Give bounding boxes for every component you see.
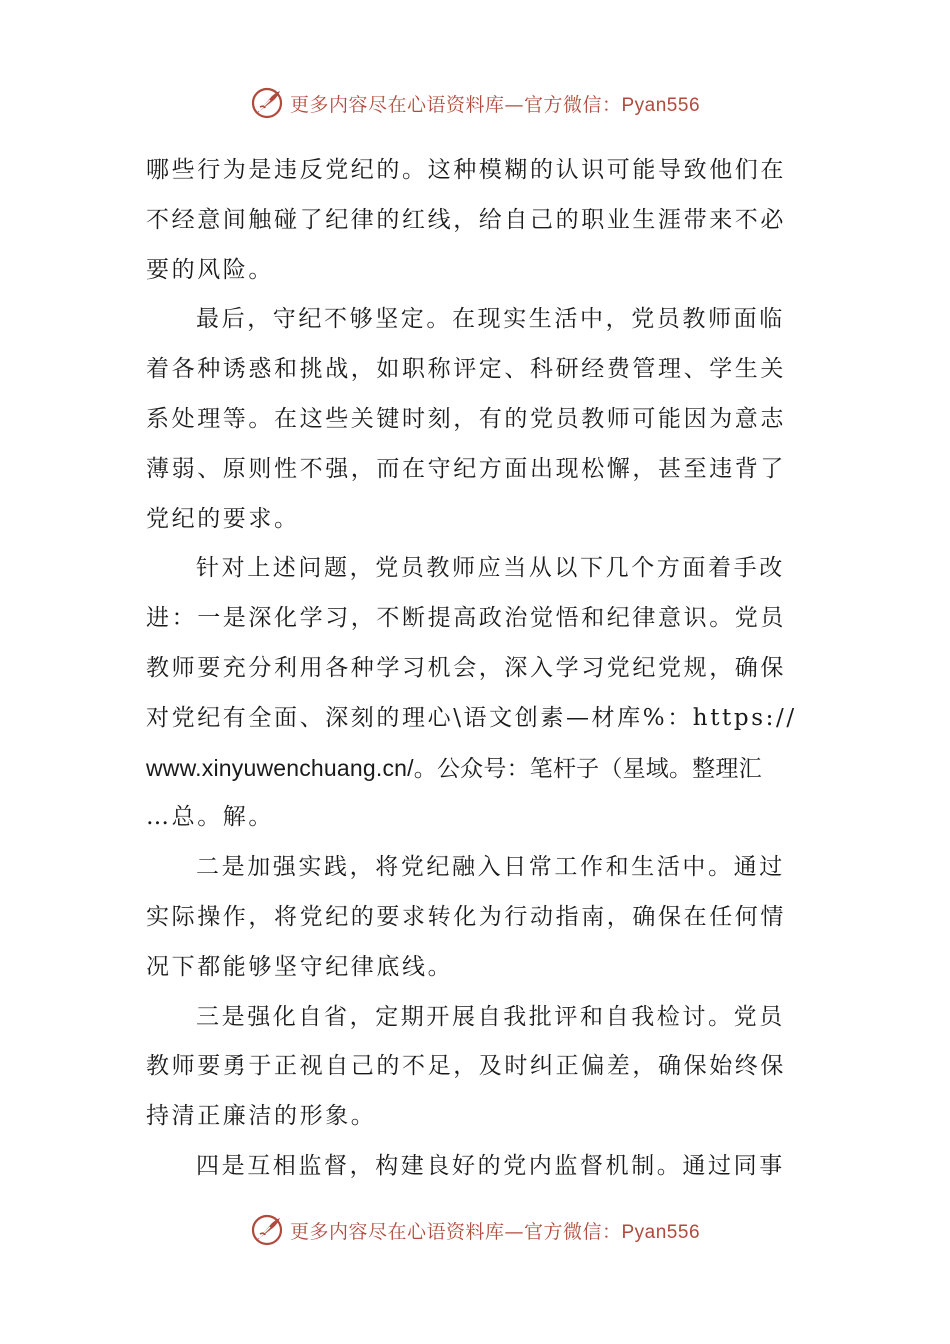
body-line: 持清正廉洁的形象。 (146, 1103, 377, 1130)
footer-banner-wechat-id: Pyan556 (621, 1221, 701, 1243)
body-line: 教师要勇于正视自己的不足，及时纠正偏差，确保始终保 (146, 1053, 786, 1080)
header-banner-content (250, 86, 700, 120)
footer-banner-content (250, 1213, 700, 1247)
body-line: 实际操作，将党纪的要求转化为行动指南，确保在任何情 (146, 903, 786, 930)
body-line: 况下都能够坚守纪律底线。 (146, 953, 454, 980)
quill-pen-logo-icon (250, 86, 284, 120)
body-line: 最后，守纪不够坚定。在现实生活中，党员教师面临 (196, 306, 785, 333)
header-banner-text (290, 90, 700, 117)
body-line: 进：一是深化学习，不断提高政治觉悟和纪律意识。党员 (146, 605, 786, 632)
body-line: 系处理等。在这些关键时刻，有的党员教师可能因为意志 (146, 405, 786, 432)
footer-banner-text (290, 1217, 700, 1244)
body-line-watermark: 对党纪有全面、深刻的理心\语文创素—材库%：https:// (146, 704, 797, 731)
body-line: 党纪的要求。 (146, 505, 300, 532)
body-line: 哪些行为是违反党纪的。这种模糊的认识可能导致他们在 (146, 157, 786, 183)
body-line: 三是强化自省，定期开展自我批评和自我检讨。党员 (196, 1003, 785, 1030)
footer-banner-text-cn: 更多内容尽在心语资料库—官方微信： (289, 1220, 622, 1243)
body-line: 四是互相监督，构建良好的党内监督机制。通过同事 (196, 1152, 785, 1179)
body-line: 针对上述问题，党员教师应当从以下几个方面着手改 (196, 555, 785, 582)
body-line: 二是加强实践，将党纪融入日常工作和生活中。通过 (196, 854, 785, 881)
body-line: 不经意间触碰了纪律的红线，给自己的职业生涯带来不必 (146, 206, 786, 233)
header-banner-wechat-id: Pyan556 (621, 94, 701, 116)
quill-pen-logo-icon (250, 1213, 284, 1247)
document-body (146, 146, 806, 1192)
body-line: 薄弱、原则性不强，而在守纪方面出现松懈，甚至违背了 (146, 455, 786, 482)
body-line: …总。解。 (146, 804, 274, 831)
footer-banner (0, 1210, 950, 1250)
body-line: 教师要充分利用各种学习机会，深入学习党纪党规，确保 (146, 654, 786, 681)
header-banner (0, 83, 950, 123)
body-line: 要的风险。 (146, 256, 274, 283)
header-banner-text-cn: 更多内容尽在心语资料库—官方微信： (289, 93, 622, 116)
body-line: 着各种诱惑和挑战，如职称评定、科研经费管理、学生关 (146, 356, 786, 383)
body-line-url: www.xinyuwenchuang.cn/。公众号：笔杆子（星域。整理汇 (146, 754, 762, 781)
